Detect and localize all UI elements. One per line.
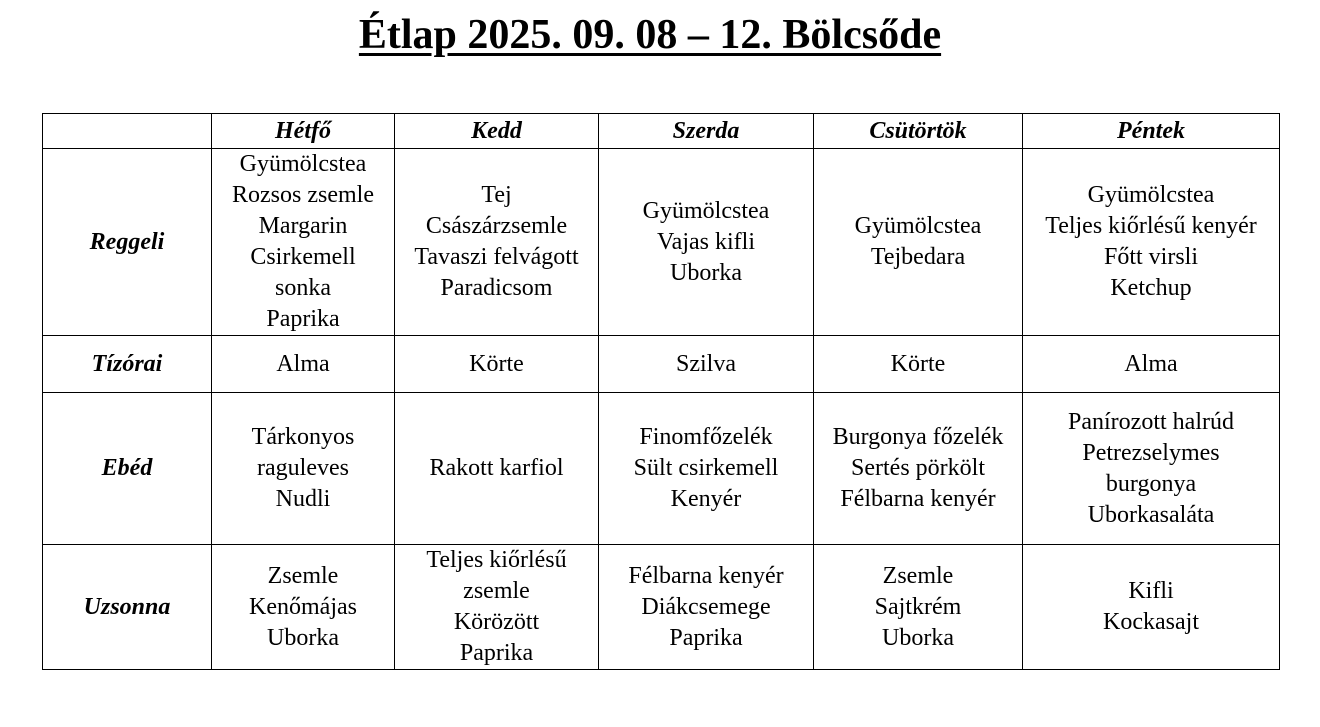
menu-cell-uzsonna-monday [212,545,395,670]
meal-label-ebed: Ebéd [43,393,212,545]
menu-cell-text: Zsemle Sajtkrém Uborka [874,562,962,651]
meal-label-tizorai: Tízórai [43,336,212,393]
menu-cell-text: Gyümölcstea Vajas kifli Uborka [642,197,770,286]
menu-cell-reggeli-thursday [814,149,1023,336]
day-header-wednesday: Szerda [599,114,814,149]
table-row-uzsonna [43,545,1280,670]
header-row [43,114,1280,149]
page-title [0,8,1300,62]
table-row-tizorai [43,336,1280,393]
meal-label-reggeli: Reggeli [43,149,212,336]
menu-cell-uzsonna-tuesday [395,545,599,670]
day-header-friday: Péntek [1023,114,1280,149]
menu-cell-text: Alma [1124,350,1178,377]
menu-cell-uzsonna-friday [1023,545,1280,670]
day-header-thursday: Csütörtök [814,114,1023,149]
menu-cell-text: Tárkonyos raguleves Nudli [251,424,355,512]
menu-cell-text: Körte [469,350,524,377]
menu-cell-text: Szilva [676,350,736,377]
menu-cell-ebed-monday [212,393,395,545]
meal-label-uzsonna: Uzsonna [43,545,212,670]
menu-cell-text: Alma [276,350,330,377]
menu-cell-reggeli-friday [1023,149,1280,336]
menu-cell-tizorai-friday [1023,336,1280,393]
table-row-reggeli [43,149,1280,336]
menu-cell-uzsonna-thursday [814,545,1023,670]
menu-cell-text: Gyümölcstea Teljes kiőrlésű kenyér Főtt virsli Ketchup [1045,182,1257,301]
menu-cell-text: Gyümölcstea Tejbedara [854,213,982,270]
menu-cell-text: Burgonya főzelék Sertés pörkölt Félbarna kenyér [832,424,1004,512]
menu-cell-reggeli-wednesday [599,149,814,336]
menu-cell-text: Körte [890,350,946,377]
menu-table [42,113,1280,670]
menu-cell-tizorai-wednesday [599,336,814,393]
menu-cell-text: Finomfőzelék Sült csirkemell Kenyér [633,424,779,512]
menu-cell-text: Zsemle Kenőmájas Uborka [249,562,357,651]
menu-cell-tizorai-monday [212,336,395,393]
menu-cell-ebed-wednesday [599,393,814,545]
menu-cell-uzsonna-wednesday [599,545,814,670]
menu-cell-text: Gyümölcstea Rozsos zsemle Margarin Csirkemell sonka Paprika [232,151,374,332]
corner-cell [43,114,212,149]
menu-cell-text: Panírozott halrúd Petrezselymes burgonya Uborkasaláta [1068,408,1234,528]
menu-cell-ebed-tuesday [395,393,599,545]
menu-cell-text: Félbarna kenyér Diákcsemege Paprika [628,562,784,651]
menu-cell-reggeli-monday [212,149,395,336]
day-header-tuesday: Kedd [395,114,599,149]
menu-cell-text: Teljes kiőrlésű zsemle Körözött Paprika [426,547,567,666]
page-title-text: Étlap 2025. 09. 08 – 12. Bölcsőde [358,12,942,58]
table-row-ebed [43,393,1280,545]
menu-cell-text: Kifli Kockasajt [1103,578,1199,635]
menu-cell-tizorai-tuesday [395,336,599,393]
menu-cell-text: Tej Császárzsemle Tavaszi felvágott Paradicsom [414,182,579,301]
menu-cell-tizorai-thursday [814,336,1023,393]
menu-cell-text: Rakott karfiol [429,455,564,481]
menu-cell-ebed-friday [1023,393,1280,545]
day-header-monday: Hétfő [212,114,395,149]
menu-cell-ebed-thursday [814,393,1023,545]
menu-cell-reggeli-tuesday [395,149,599,336]
